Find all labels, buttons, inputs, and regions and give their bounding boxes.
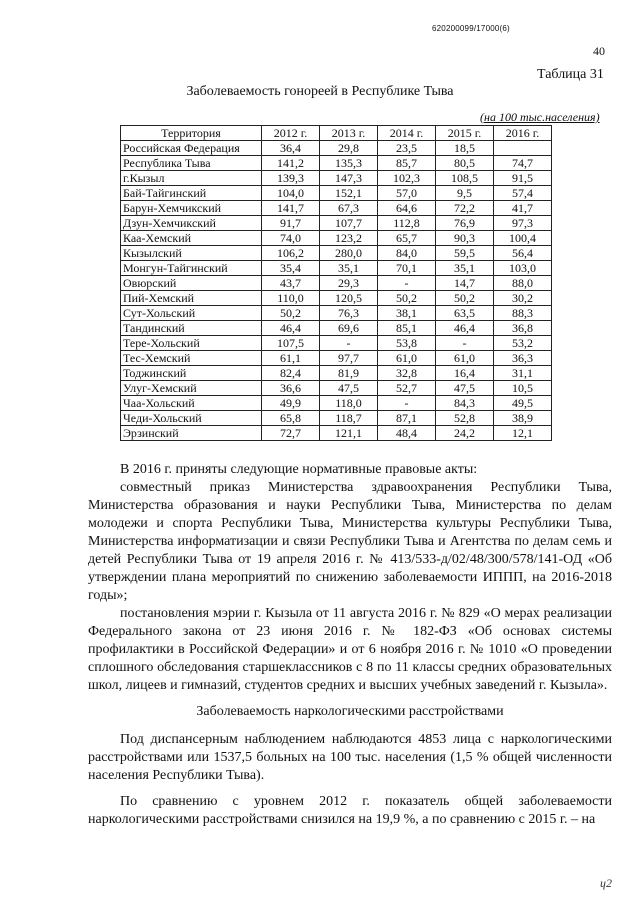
page-title: Заболеваемость гонореей в Республике Тыва (186, 84, 454, 99)
value-cell: 76,9 (436, 216, 494, 231)
table-row (121, 141, 552, 156)
value-cell: 63,5 (436, 306, 494, 321)
territory-cell: Чеди-Хольский (121, 411, 262, 426)
table-row (121, 306, 552, 321)
table-row (121, 201, 552, 216)
value-cell: 67,3 (320, 201, 378, 216)
value-cell: 65,8 (262, 411, 320, 426)
value-cell: 118,0 (320, 396, 378, 411)
territory-cell: Эрзинский (121, 426, 262, 441)
territory-cell: Тере-Хольский (121, 336, 262, 351)
table-row (121, 261, 552, 276)
value-cell: 72,2 (436, 201, 494, 216)
value-cell: 69,6 (320, 321, 378, 336)
value-cell: 108,5 (436, 171, 494, 186)
value-cell: 84,3 (436, 396, 494, 411)
value-cell: 31,1 (494, 366, 552, 381)
value-cell: 36,8 (494, 321, 552, 336)
value-cell: 32,8 (378, 366, 436, 381)
value-cell: 35,4 (262, 261, 320, 276)
value-cell: 147,3 (320, 171, 378, 186)
territory-cell: Республика Тыва (121, 156, 262, 171)
table-row (121, 426, 552, 441)
value-cell: 36,4 (262, 141, 320, 156)
incidence-table (120, 125, 552, 441)
value-cell: - (378, 276, 436, 291)
table-header-row (121, 126, 552, 141)
territory-cell: Тоджинский (121, 366, 262, 381)
value-cell: 135,3 (320, 156, 378, 171)
value-cell: 65,7 (378, 231, 436, 246)
territory-cell: Дзун-Хемчикский (121, 216, 262, 231)
value-cell: 46,4 (436, 321, 494, 336)
table-row (121, 231, 552, 246)
value-cell: 97,7 (320, 351, 378, 366)
table-row (121, 381, 552, 396)
territory-cell: Бай-Тайгинский (121, 186, 262, 201)
territory-cell: Монгун-Тайгинский (121, 261, 262, 276)
value-cell: 123,2 (320, 231, 378, 246)
value-cell: 91,5 (494, 171, 552, 186)
territory-cell: г.Кызыл (121, 171, 262, 186)
table-row (121, 336, 552, 351)
value-cell: 61,1 (262, 351, 320, 366)
territory-cell: Тес-Хемский (121, 351, 262, 366)
value-cell: 107,5 (262, 336, 320, 351)
value-cell: 29,3 (320, 276, 378, 291)
value-cell: 43,7 (262, 276, 320, 291)
value-cell: - (436, 336, 494, 351)
table-row (121, 156, 552, 171)
value-cell: 14,7 (436, 276, 494, 291)
territory-cell: Овюрский (121, 276, 262, 291)
value-cell: 72,7 (262, 426, 320, 441)
value-cell: 38,1 (378, 306, 436, 321)
table-row (121, 411, 552, 426)
table-row (121, 366, 552, 381)
value-cell: 102,3 (378, 171, 436, 186)
value-cell: 38,9 (494, 411, 552, 426)
document-code: 620200099/17000(6) (432, 24, 510, 33)
value-cell: 74,0 (262, 231, 320, 246)
section-heading: Заболеваемость наркологическими расстройствами (196, 704, 504, 719)
table-row (121, 216, 552, 231)
value-cell: 141,7 (262, 201, 320, 216)
value-cell: 36,3 (494, 351, 552, 366)
incidence-table-container (120, 125, 552, 441)
value-cell: 97,3 (494, 216, 552, 231)
value-cell: 81,9 (320, 366, 378, 381)
table-row (121, 276, 552, 291)
value-cell: 112,8 (378, 216, 436, 231)
value-cell: 16,4 (436, 366, 494, 381)
value-cell: 23,5 (378, 141, 436, 156)
column-header-territory: Территория (121, 126, 262, 141)
value-cell: 118,7 (320, 411, 378, 426)
territory-cell: Чаа-Хольский (121, 396, 262, 411)
territory-cell: Тандинский (121, 321, 262, 336)
territory-cell: Улуг-Хемский (121, 381, 262, 396)
territory-cell: Пий-Хемский (121, 291, 262, 306)
value-cell: 82,4 (262, 366, 320, 381)
table-body (121, 141, 552, 441)
territory-cell: Кызылский (121, 246, 262, 261)
value-cell: 103,0 (494, 261, 552, 276)
value-cell: 107,7 (320, 216, 378, 231)
value-cell: 29,8 (320, 141, 378, 156)
value-cell: 152,1 (320, 186, 378, 201)
value-cell: 30,2 (494, 291, 552, 306)
value-cell: 106,2 (262, 246, 320, 261)
table-row (121, 291, 552, 306)
territory-cell: Сут-Хольский (121, 306, 262, 321)
value-cell: 87,1 (378, 411, 436, 426)
table-row (121, 246, 552, 261)
body-text (88, 461, 612, 829)
paragraph-comparison: По сравнению с уровнем 2012 г. показатель общей заболеваемости наркологическими расстройствами снизился на 19,9 %, а по сравнению с 2015 г. – на (88, 794, 612, 827)
value-cell: 53,8 (378, 336, 436, 351)
value-cell: 100,4 (494, 231, 552, 246)
territory-cell: Каа-Хемский (121, 231, 262, 246)
value-cell: 74,7 (494, 156, 552, 171)
value-cell: 41,7 (494, 201, 552, 216)
corner-handwritten-mark: ɥ2 (600, 876, 612, 890)
value-cell: 52,7 (378, 381, 436, 396)
paragraph-city-resolutions: постановления мэрии г. Кызыла от 11 августа 2016 г. № 829 «О мерах реализации Федерального закона от 23 июня 2016 г. № 182-ФЗ «Об основах системы профилактики в Российской Федерации» и от 6 ноября 2016 г. № 1010 «О проведении сплошного обследования старшеклассников с 8 по 11 классы средних образовательных школ, лицеев и гимназий, студентов средних и высших учебных заведений г. Кызыла». (88, 606, 612, 693)
value-cell: 120,5 (320, 291, 378, 306)
value-cell: 49,5 (494, 396, 552, 411)
value-cell: 139,3 (262, 171, 320, 186)
value-cell: 84,0 (378, 246, 436, 261)
column-header-year: 2012 г. (262, 126, 320, 141)
value-cell: 46,4 (262, 321, 320, 336)
value-cell: 12,1 (494, 426, 552, 441)
table-label: Таблица 31 (537, 67, 604, 82)
units-note: (на 100 тыс.населения) (480, 110, 600, 124)
value-cell: 57,0 (378, 186, 436, 201)
value-cell: 35,1 (320, 261, 378, 276)
value-cell: 50,2 (436, 291, 494, 306)
value-cell: 88,0 (494, 276, 552, 291)
value-cell: 47,5 (436, 381, 494, 396)
value-cell: 90,3 (436, 231, 494, 246)
value-cell: 80,5 (436, 156, 494, 171)
column-header-year: 2014 г. (378, 126, 436, 141)
column-header-year: 2013 г. (320, 126, 378, 141)
value-cell: 48,4 (378, 426, 436, 441)
value-cell: 141,2 (262, 156, 320, 171)
value-cell: 121,1 (320, 426, 378, 441)
value-cell: 85,1 (378, 321, 436, 336)
value-cell: - (378, 396, 436, 411)
value-cell: 76,3 (320, 306, 378, 321)
value-cell: 110,0 (262, 291, 320, 306)
value-cell: - (320, 336, 378, 351)
value-cell: 88,3 (494, 306, 552, 321)
table-row (121, 321, 552, 336)
value-cell: 10,5 (494, 381, 552, 396)
territory-cell: Российская Федерация (121, 141, 262, 156)
value-cell: 61,0 (436, 351, 494, 366)
paragraph-dispensary: Под диспансерным наблюдением наблюдаются 4853 лица с наркологическими расстройствами или 1537,5 больных на 100 тыс. населения (1,5 % общей численности населения Республики Тыва). (88, 732, 612, 783)
value-cell: 49,9 (262, 396, 320, 411)
value-cell: 18,5 (436, 141, 494, 156)
value-cell: 91,7 (262, 216, 320, 231)
value-cell: 36,6 (262, 381, 320, 396)
value-cell: 64,6 (378, 201, 436, 216)
table-row (121, 186, 552, 201)
column-header-year: 2016 г. (494, 126, 552, 141)
paragraph-joint-order: совместный приказ Министерства здравоохранения Республики Тыва, Министерства образования и науки Республики Тыва, Министерства по делам молодежи и спорта Республики Тыва, Министерства культуры Республики Тыва, Министерства информатизации и связи Республики Тыва и Агентства по делам семь и детей Республики Тыва от 19 апреля 2016 г. № 413/533-д/02/48/300/578/141-ОД «Об утверждении плана мероприятий по снижению заболеваемости ИППП, на 2016-2018 годы»; (88, 480, 612, 603)
table-row (121, 171, 552, 186)
value-cell: 9,5 (436, 186, 494, 201)
value-cell: 57,4 (494, 186, 552, 201)
value-cell: 59,5 (436, 246, 494, 261)
table-row (121, 396, 552, 411)
value-cell: 24,2 (436, 426, 494, 441)
value-cell (494, 141, 552, 156)
value-cell: 61,0 (378, 351, 436, 366)
value-cell: 35,1 (436, 261, 494, 276)
value-cell: 52,8 (436, 411, 494, 426)
territory-cell: Барун-Хемчикский (121, 201, 262, 216)
value-cell: 70,1 (378, 261, 436, 276)
value-cell: 85,7 (378, 156, 436, 171)
value-cell: 53,2 (494, 336, 552, 351)
value-cell: 56,4 (494, 246, 552, 261)
paragraph-intro: В 2016 г. приняты следующие нормативные правовые акты: (120, 462, 478, 477)
value-cell: 50,2 (262, 306, 320, 321)
value-cell: 104,0 (262, 186, 320, 201)
value-cell: 47,5 (320, 381, 378, 396)
value-cell: 50,2 (378, 291, 436, 306)
page-number: 40 (593, 44, 605, 58)
column-header-year: 2015 г. (436, 126, 494, 141)
value-cell: 280,0 (320, 246, 378, 261)
table-row (121, 351, 552, 366)
